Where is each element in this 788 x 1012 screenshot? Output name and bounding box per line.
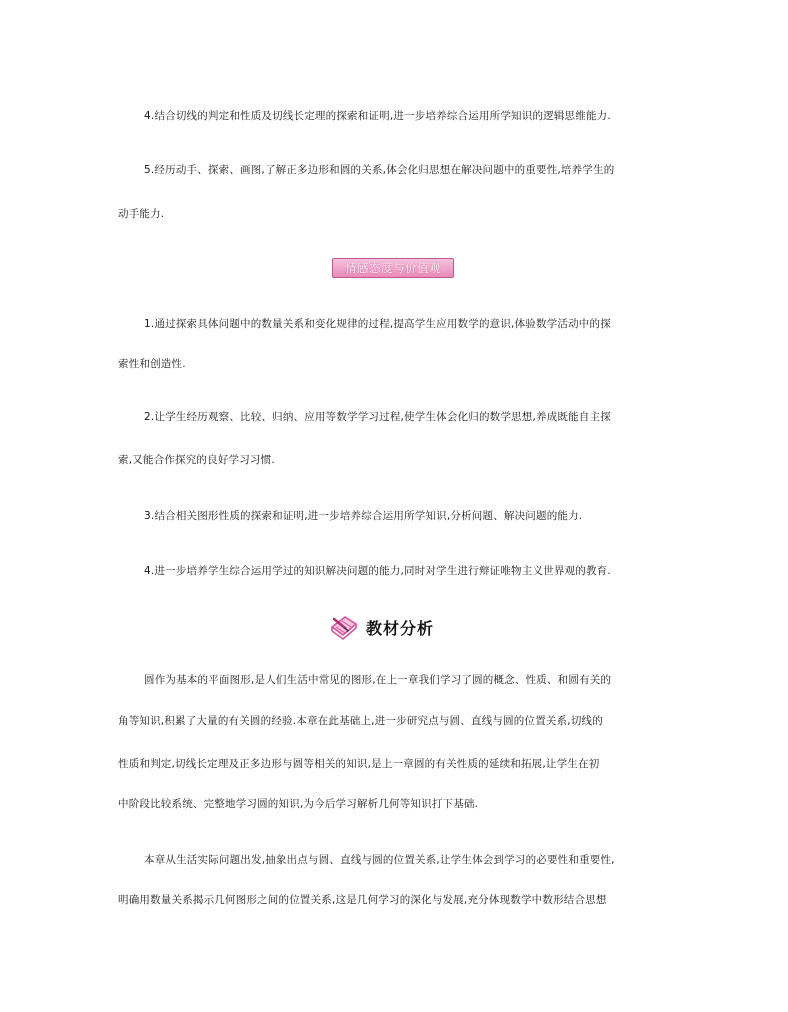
attitude-section-badge [332, 258, 454, 278]
pen-notebook-icon [328, 613, 360, 641]
analysis-heading-text: 教材分析 [366, 618, 435, 638]
analysis-line-5: 本章从生活实际问题出发,抽象出点与圆、直线与圆的位置关系,让学生体会到学习的必要性和重要性, [144, 854, 615, 866]
attitude-line-2: 索性和创造性. [118, 358, 186, 370]
objectives-line-1: 4.结合切线的判定和性质及切线长定理的探索和证明,进一步培养综合运用所学知识的逻辑思维能力. [144, 110, 611, 122]
analysis-heading [328, 612, 434, 642]
attitude-line-4: 索,又能合作探究的良好学习习惯. [118, 454, 275, 466]
attitude-line-3: 2.让学生经历观察、比较、归纳、应用等数学学习过程,使学生体会化归的数学思想,养成既能自主探 [144, 411, 611, 423]
analysis-line-6: 明确用数量关系揭示几何图形之间的位置关系,这是几何学习的深化与发展,充分体现数学中数形结合思想 [118, 894, 607, 906]
objectives-line-3: 动手能力. [118, 208, 165, 220]
attitude-line-6: 4.进一步培养学生综合运用学过的知识解决问题的能力,同时对学生进行辩证唯物主义世界观的教育. [144, 565, 611, 577]
attitude-line-5: 3.结合相关图形性质的探索和证明,进一步培养综合运用所学知识,分析问题、解决问题的能力. [144, 510, 583, 522]
objectives-line-2: 5.经历动手、探索、画图,了解正多边形和圆的关系,体会化归思想在解决问题中的重要性,培养学生的 [144, 164, 615, 176]
analysis-line-4: 中阶段比较系统、完整地学习圆的知识,为今后学习解析几何等知识打下基础. [118, 798, 479, 810]
attitude-section-title: 情感态度与价值观 [345, 261, 441, 275]
attitude-line-1: 1.通过探索具体问题中的数量关系和变化规律的过程,提高学生应用数学的意识,体验数学活动中的探 [144, 318, 611, 330]
analysis-line-2: 角等知识,积累了大量的有关圆的经验.本章在此基础上,进一步研究点与圆、直线与圆的位置关系,切线的 [118, 715, 603, 727]
analysis-line-3: 性质和判定,切线长定理及正多边形与圆等相关的知识,是上一章圆的有关性质的延续和拓展,让学生在初 [118, 758, 600, 770]
analysis-line-1: 圆作为基本的平面图形,是人们生活中常见的图形,在上一章我们学习了圆的概念、性质、和圆有关的 [144, 674, 612, 686]
